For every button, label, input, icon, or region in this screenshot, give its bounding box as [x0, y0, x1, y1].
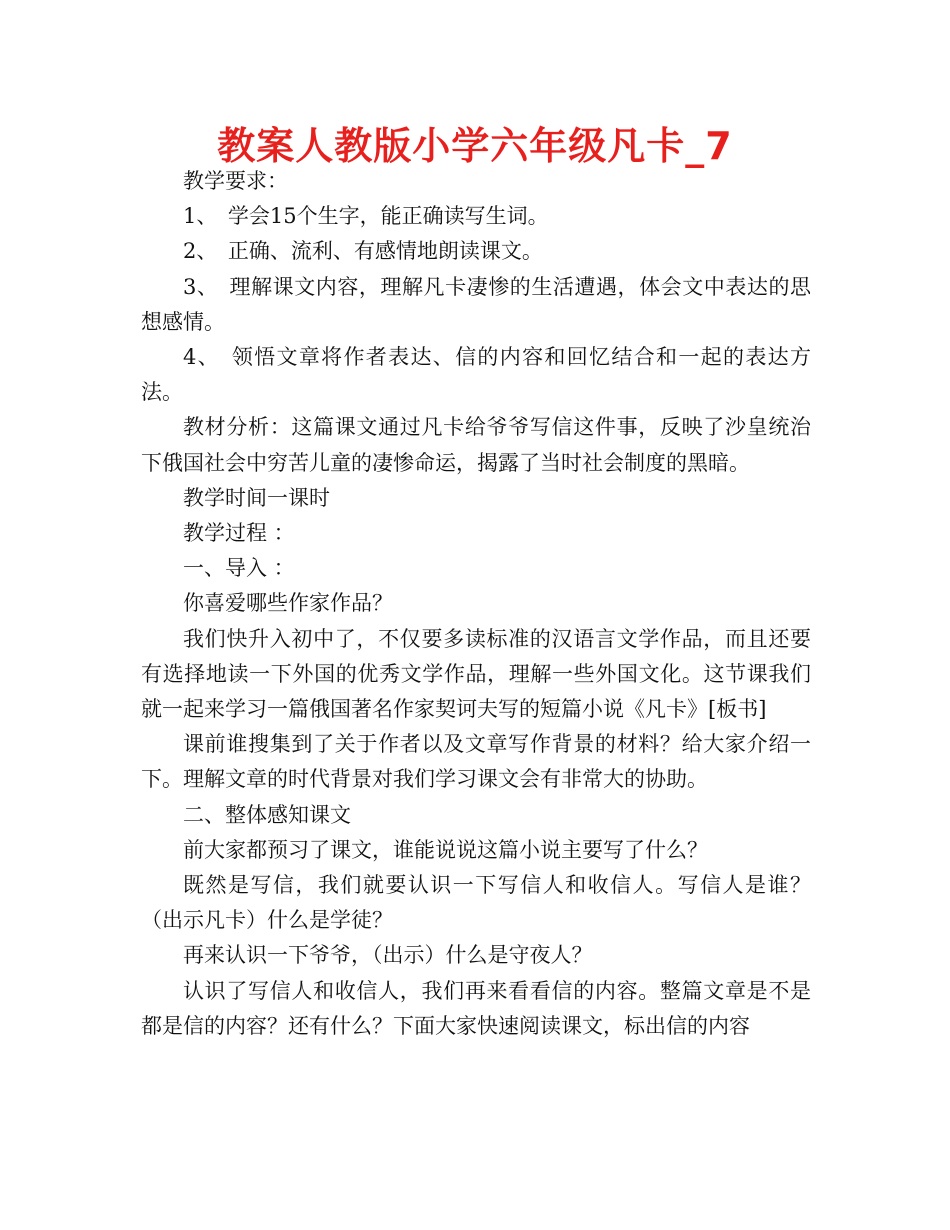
paragraph-requirements-heading: 教学要求：	[183, 169, 288, 193]
paragraph-material-analysis: 教材分析：这篇课文通过凡卡给爷爷写信这件事，反映了沙皇统治下俄国社会中穷苦儿童的凄惨命运，揭露了当时社会制度的黑暗。	[141, 415, 811, 475]
paragraph-requirement-1: 1、 学会15个生字，能正确读写生词。	[183, 204, 549, 229]
section-heading-overall-perception: 二、整体感知课文	[183, 802, 351, 827]
paragraph-letter-content: 认识了写信人和收信人，我们再来看看信的内容。整篇文章是不是都是信的内容？还有什么？下面大家快速阅读课文，标出信的内容	[141, 978, 811, 1038]
paragraph-teaching-process: 教学过程 ：	[183, 521, 295, 546]
section-heading-introduction: 一、导入 ：	[183, 556, 295, 581]
paragraph-requirement-3: 3、 理解课文内容，理解凡卡凄惨的生活遭遇，体会文中表达的思想感情。	[141, 274, 811, 334]
document-body	[141, 164, 811, 1044]
paragraph-introduction-text: 我们快升入初中了，不仅要多读标准的汉语言文学作品，而且还要有选择地读一下外国的优秀文学作品，理解一些外国文化。这节课我们就一起来学习一篇俄国著名作家契诃夫写的短篇小说《凡卡》[板书]	[141, 626, 811, 722]
paragraph-preview-question: 前大家都预习了课文，谁能说说这篇小说主要写了什么？	[183, 837, 708, 862]
paragraph-background-materials: 课前谁搜集到了关于作者以及文章写作背景的材料？给大家介绍一下。理解文章的时代背景对我们学习课文会有非常大的协助。	[141, 732, 811, 792]
paragraph-question-authors: 你喜爱哪些作家作品？	[183, 591, 393, 616]
paragraph-grandfather: 再来认识一下爷爷，（出示）什么是守夜人？	[183, 943, 593, 968]
paragraph-teaching-time: 教学时间一课时	[183, 485, 330, 510]
paragraph-requirement-4: 4、 领悟文章将作者表达、信的内容和回忆结合和一起的表达方法。	[141, 345, 811, 405]
paragraph-requirement-2: 2、 正确、流利、有感情地朗读课文。	[183, 239, 543, 264]
page-title: 教案人教版小学六年级凡卡_7	[217, 124, 733, 168]
paragraph-letter-writer: 既然是写信，我们就要认识一下写信人和收信人。写信人是谁？（出示凡卡）什么是学徒？	[141, 873, 811, 933]
